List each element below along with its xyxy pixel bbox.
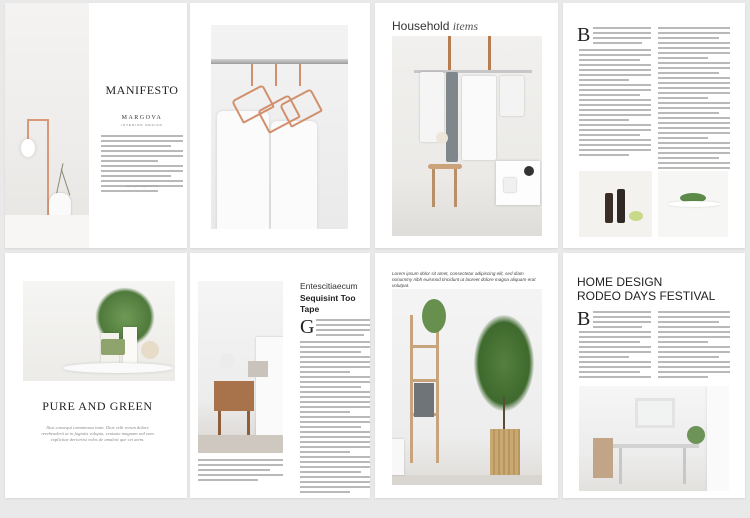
page-subtitle: RODEO DAYS FESTIVAL: [577, 289, 716, 303]
kicker: Entescitiaecum: [300, 281, 358, 291]
hangers-photo: [211, 25, 348, 229]
page-title: MANIFESTO: [105, 83, 179, 97]
drop-cap: B: [577, 308, 591, 330]
page-title: PURE AND GREEN: [42, 399, 153, 413]
page-entescitiaecum[interactable]: [190, 253, 370, 498]
page-ladder[interactable]: [375, 253, 558, 498]
page-home-design[interactable]: [563, 253, 745, 498]
headline: Sequisint Too Tape: [300, 293, 356, 314]
body-text-col2: [658, 311, 730, 381]
footer-url: www.stylemagazine.com: [125, 184, 159, 188]
page-hangers[interactable]: [190, 3, 370, 248]
dining-room-photo: [579, 386, 729, 491]
bottles-photo: [579, 171, 652, 237]
brand-subtitle: INTERIOR DESIGN: [121, 123, 163, 127]
page-title: [392, 19, 478, 34]
body-text-col2: [658, 27, 730, 172]
page-article-text[interactable]: [563, 3, 745, 248]
body-text-col1: [579, 331, 651, 381]
body-text-col-lower: [300, 341, 370, 496]
drop-cap: G: [300, 316, 315, 338]
dropcap-lines: [593, 311, 651, 331]
dropcap-lines: [593, 27, 651, 47]
title-emphasis: items: [452, 19, 479, 33]
lamp-photo: [5, 3, 89, 248]
household-photo: [392, 36, 542, 236]
bedroom-photo: [198, 281, 283, 453]
brand-name: MARGOVA: [121, 115, 163, 121]
title-main: Household: [392, 19, 450, 33]
drop-cap: B: [577, 24, 591, 46]
body-text-col: [316, 319, 370, 339]
caption-text: [198, 459, 283, 484]
ladder-plant-photo: [392, 289, 542, 485]
plant-bowl-photo: [658, 171, 728, 237]
page-pure-and-green[interactable]: [5, 253, 187, 498]
page-manifesto[interactable]: [5, 3, 187, 248]
intro-copy: Lorem ipsum dolor sit amet, consectetur adipiscing elit, sed diam nonummy nibh euismod tincidunt ut laoreet dolore magna aliquam erat volutpat.: [392, 271, 536, 288]
intro-copy: Ilias consequi comnimusa tiani. Duis velit rerum dolore rerehenderit ut in fugiatis volupta, veniatse magnam sed eum explicitae deriortisi volos de amalest que cet atem.: [41, 425, 154, 442]
body-text-col1: [579, 49, 651, 159]
page-title: HOME DESIGN: [577, 275, 663, 289]
plants-photo: [23, 281, 175, 381]
page-household[interactable]: [375, 3, 558, 248]
